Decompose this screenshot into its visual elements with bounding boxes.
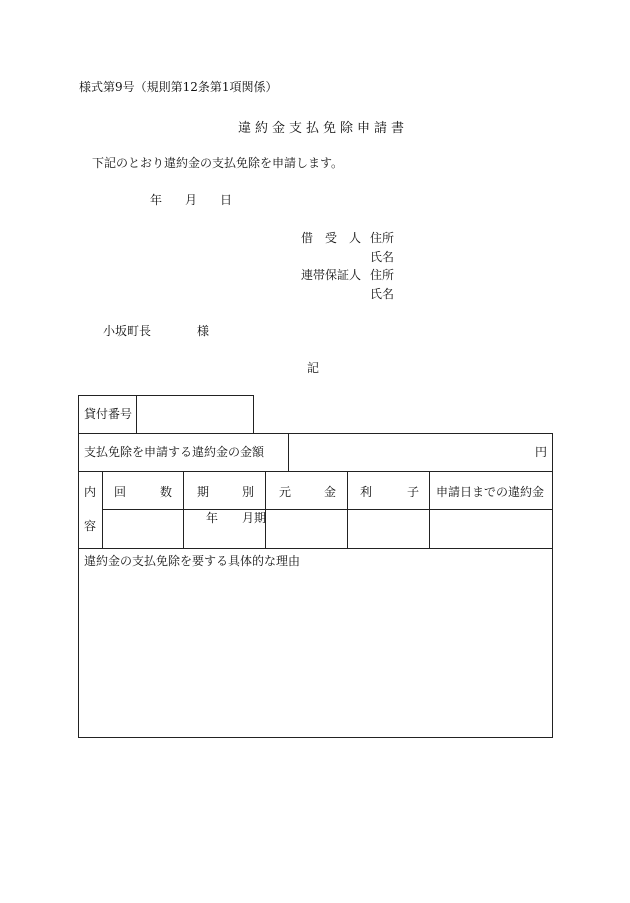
main-table — [78, 433, 553, 738]
col-divider-period — [265, 471, 266, 548]
date-day-label: 日 — [220, 193, 233, 207]
addressee-name: 小坂町長 — [103, 324, 152, 338]
amount-unit: 円 — [535, 445, 548, 459]
loan-number-divider — [136, 395, 137, 434]
header-period-b: 別 — [242, 485, 255, 499]
intro-text: 下記のとおり違約金の支払免除を申請します。 — [92, 156, 344, 170]
form-number: 様式第9号（規則第12条第1項関係） — [79, 80, 278, 94]
addressee-honorific: 様 — [197, 324, 210, 338]
borrower-address-label: 住所 — [370, 231, 395, 245]
document-title: 違約金支払免除申請書 — [238, 121, 409, 136]
borrower-label: 借 受 人 — [301, 231, 362, 245]
date-month-label: 月 — [185, 193, 198, 207]
borrower-name-label: 氏名 — [370, 250, 395, 264]
col-divider-naiyou — [102, 471, 103, 548]
col-divider-principal — [347, 471, 348, 548]
loan-number-label: 貸付番号 — [84, 407, 133, 421]
header-penalty: 申請日までの違約金 — [436, 485, 545, 499]
reason-label: 違約金の支払免除を要する具体的な理由 — [84, 554, 301, 568]
amount-row-bottom — [78, 471, 553, 472]
header-period-a: 期 — [197, 485, 210, 499]
header-principal-b: 金 — [324, 485, 337, 499]
guarantor-name-label: 氏名 — [370, 287, 395, 301]
detail-header-bottom — [102, 509, 553, 510]
header-interest-a: 利 — [360, 485, 373, 499]
header-times-b: 数 — [160, 485, 173, 499]
naiyou-label-bottom: 容 — [84, 519, 97, 533]
ki-marker: 記 — [307, 361, 320, 375]
amount-label: 支払免除を申請する違約金の金額 — [84, 445, 265, 459]
naiyou-label-top: 内 — [84, 485, 97, 499]
loan-number-field[interactable] — [142, 408, 248, 422]
guarantor-label: 連帯保証人 — [301, 268, 362, 282]
date-year-label: 年 — [150, 193, 163, 207]
header-principal-a: 元 — [279, 485, 292, 499]
period-value: 年 月期 — [206, 511, 267, 525]
guarantor-address-label: 住所 — [370, 268, 395, 282]
amount-divider — [288, 433, 289, 471]
header-times-a: 回 — [114, 485, 127, 499]
header-interest-b: 子 — [407, 485, 420, 499]
col-divider-times — [183, 471, 184, 548]
col-divider-interest — [429, 471, 430, 548]
detail-row-bottom — [78, 548, 553, 549]
